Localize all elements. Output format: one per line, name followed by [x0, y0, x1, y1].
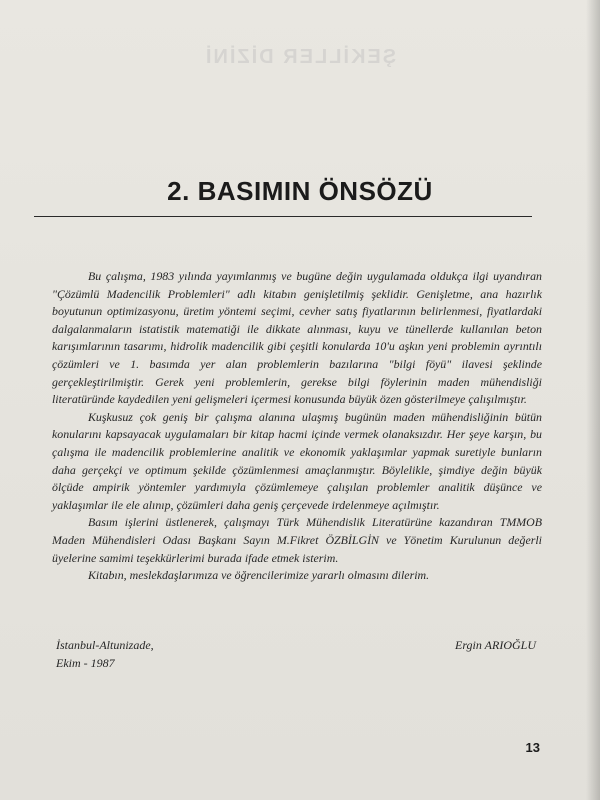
- paragraph-1: Bu çalışma, 1983 yılında yayımlanmış ve bugüne değin uygulamada oldukça ilgi uyandıran "Çözümlü Madencilik Problemleri" adlı kitabın genişletilmiş şeklidir. Genişletme, ana hazırlık boyutunun optimizasyonu, üretim yöntemi seçimi, cevher satış fiyatlarının belirlenmesi, fiyatlardaki dalgalanmaların istatistik matematiği ile dikkate alınması, kuyu ve tünellerde kullanılan beton karışımlarının tasarımı, hidrolik madencilik gibi çeşitli konularda 10'u aşkın yeni problemin ayrıntılı çözümleri ve 1. basımda yer alan problemlerin bazılarına "bilgi föyü" ilavesi şeklinde gerçekleştirilmiştir. Gerek yeni problemlerin, gerekse bilgi föylerinin maden mühendisliği literatüründe kaydedilen yeni gelişmeleri içermesi konusunda büyük özen gösterilmeye çalışılmıştır.: [52, 269, 542, 407]
- paragraph-3: Basım işlerini üstlenerek, çalışmayı Türk Mühendislik Literatürüne kazandıran TMMOB Maden Mühendisleri Odası Başkanı Sayın M.Fikret ÖZBİLGİN ve Yönetim Kurulunun değerli üyelerine samimi teşekkürlerimi burada ifade etmek isterim.: [52, 515, 542, 565]
- page-number: 13: [525, 740, 540, 755]
- signature-date: Ekim - 1987: [56, 656, 115, 670]
- signature-author: Ergin ARIOĞLU: [455, 638, 536, 652]
- show-through-heading: ŞEKİLLER DİZİNİ: [203, 46, 397, 68]
- page-edge-shadow: [586, 0, 600, 800]
- preface-body: [52, 268, 542, 585]
- paragraph-4: Kitabın, meslekdaşlarımıza ve öğrencilerimize yararlı olmasını dilerim.: [88, 568, 430, 583]
- signature-place-date: [56, 636, 154, 672]
- page-title: 2. BASIMIN ÖNSÖZÜ: [167, 176, 433, 206]
- title-underline: [34, 216, 532, 217]
- signature-place: İstanbul-Altunizade,: [56, 638, 154, 652]
- paragraph-2: Kuşkusuz çok geniş bir çalışma alanına ulaşmış bugünün maden mühendisliğinin bütün konularını kapsayacak uygulamaları bir kitap hacmi içinde vermek olanaksızdır. Her şeye karşın, bu çalışma ile madencilik problemlerine analitik ve ekonomik yaklaşımlar yapmak suretiyle bunların daha gerçekçi ve optimum şekilde çözümlenmesi amaçlanmıştır. Böylelikle, şimdiye değin büyük ölçüde ampirik yöntemler yardımıyla çözümlemeye çalışılan problemler analitik düşünce ve yaklaşımlar ile ele alınıp, çözümleri daha geniş çerçevede irdelenmeye açılmıştır.: [52, 409, 542, 512]
